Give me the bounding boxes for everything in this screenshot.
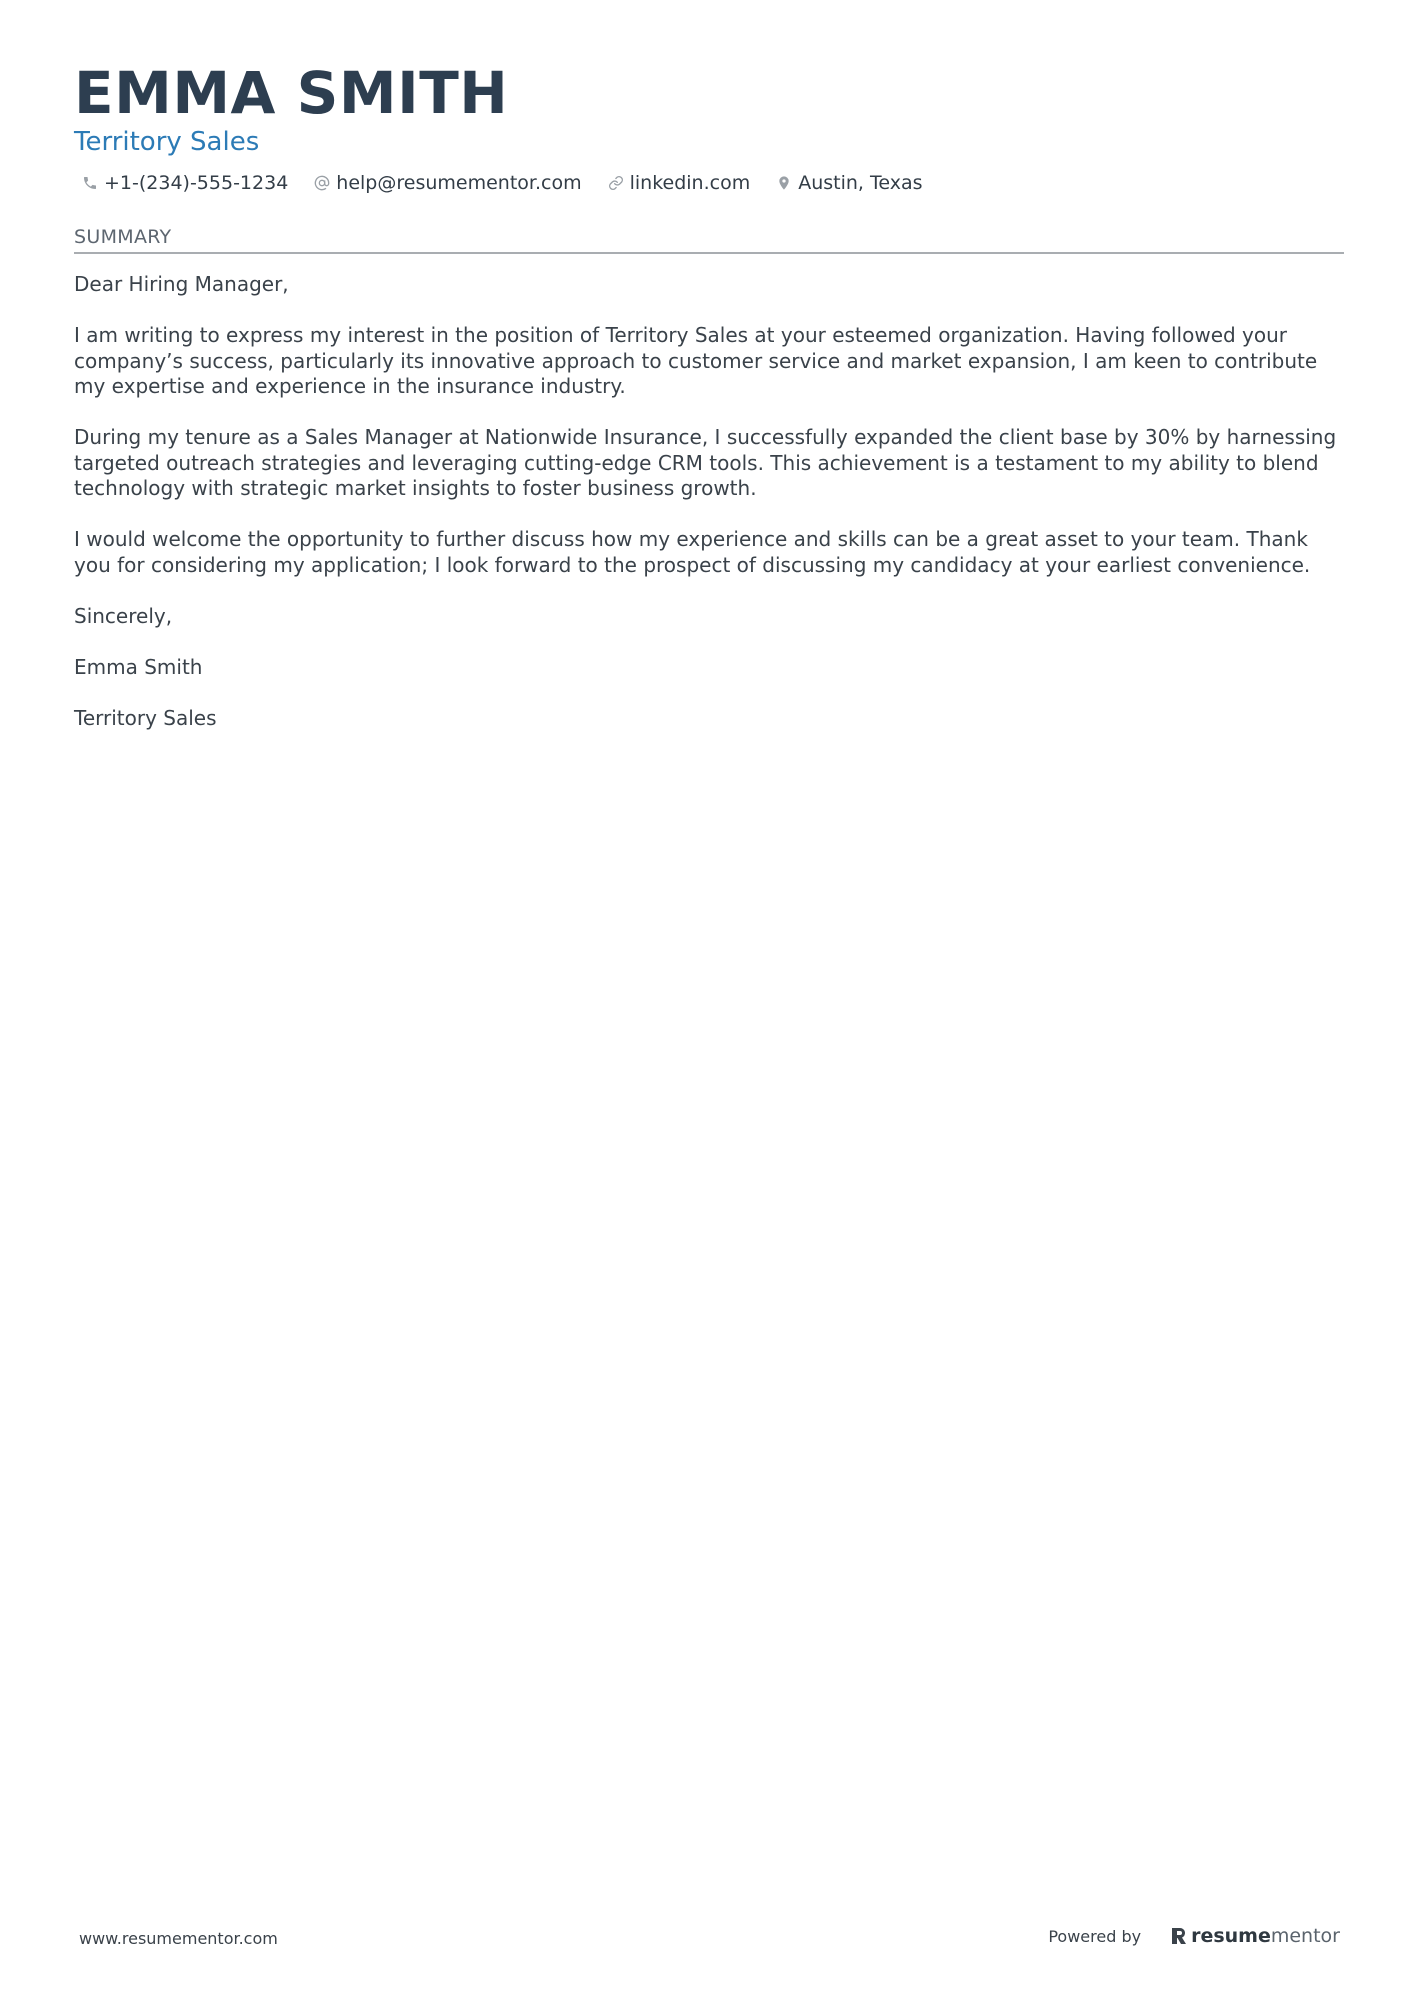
candidate-name: EMMA SMITH	[74, 59, 509, 127]
phone-icon	[82, 175, 98, 191]
paragraph-intro: I am writing to express my interest in the position of Territory Sales at your esteemed organization. Having followed your company’s success, particularly its innovative approach to customer service and market expansion, I am keen to contribute my expertise and experience in the insurance industry.	[74, 323, 1318, 398]
at-icon	[314, 175, 330, 191]
contact-linkedin[interactable]	[608, 172, 751, 194]
signature-name: Emma Smith	[74, 654, 203, 679]
contact-bar	[82, 172, 1344, 194]
resumementor-logo-icon	[1171, 1926, 1187, 1946]
header	[74, 58, 1344, 194]
contact-email[interactable]	[314, 172, 581, 194]
powered-by-label: Powered by	[1048, 1926, 1142, 1946]
email-address[interactable]: help@resumementor.com	[336, 172, 582, 194]
contact-location	[776, 172, 922, 194]
brand-name-part2: mentor	[1270, 1925, 1340, 1947]
paragraph-experience: During my tenure as a Sales Manager at Nationwide Insurance, I successfully expanded the client base by 30% by harnessing targeted outreach strategies and leveraging cutting-edge CRM tools. This achievement is a testament to my ability to blend technology with strategic market insights to foster business growth.	[74, 425, 1337, 500]
signature-title: Territory Sales	[74, 705, 217, 730]
brand-name-part1: resume	[1191, 1925, 1271, 1947]
footer-website[interactable]: www.resumementor.com	[79, 1929, 278, 1948]
contact-phone	[82, 172, 288, 194]
closing: Sincerely,	[74, 603, 173, 628]
location-text: Austin, Texas	[798, 172, 923, 194]
phone-number: +1-(234)-555-1234	[104, 172, 289, 194]
brand-logo[interactable]	[1171, 1925, 1340, 1947]
paragraph-closing: I would welcome the opportunity to further discuss how my experience and skills can be a great asset to your team. Thank you for considering my application; I look forward to the prospect of discussing my candidacy at your earliest convenience.	[74, 527, 1311, 577]
link-icon	[608, 175, 624, 191]
job-title: Territory Sales	[74, 127, 260, 157]
section-heading: SUMMARY	[74, 226, 1344, 254]
summary-section	[74, 226, 1344, 757]
letter-body	[74, 272, 1344, 731]
linkedin-link[interactable]: linkedin.com	[629, 172, 751, 194]
salutation: Dear Hiring Manager,	[74, 272, 289, 296]
location-pin-icon	[776, 175, 792, 191]
footer-branding	[1048, 1925, 1340, 1947]
